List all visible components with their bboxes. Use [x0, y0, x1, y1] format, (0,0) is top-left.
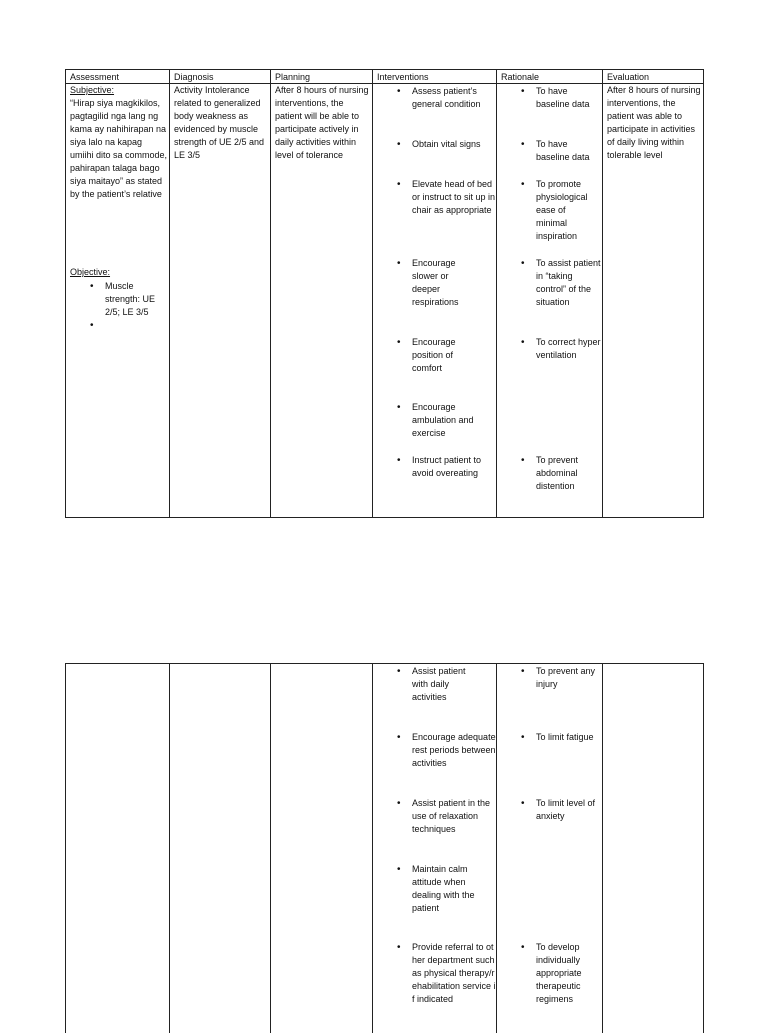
header-interventions: Interventions: [377, 72, 429, 82]
assessment-cell: [70, 84, 168, 201]
rationale-item: • To prevent any injury: [519, 665, 601, 691]
rationale-item: • To develop individually appropriate therapeutic regimens: [519, 941, 601, 1006]
rationale-item: • To have baseline data: [519, 138, 601, 164]
column-divider: [270, 70, 271, 517]
rationale-item: • To assist patient in “taking control” of the situation: [519, 257, 601, 309]
intervention-item: • Assess patient’s general condition: [395, 85, 496, 111]
intervention-item: • Encourage slower or deeper respirations: [395, 257, 475, 309]
column-divider: [169, 70, 170, 517]
intervention-item: • Encourage adequate rest periods between activities: [395, 731, 496, 770]
column-divider: [169, 664, 170, 1033]
objective-label: Objective:: [70, 267, 111, 277]
header-rationale: Rationale: [501, 72, 540, 82]
intervention-item: • Obtain vital signs: [395, 138, 496, 151]
diagnosis-cell: Activity Intolerance related to generalized body weakness as evidenced by muscle strength of UE 2/5 and LE 3/5: [174, 85, 265, 160]
rationale-item: • To limit fatigue: [519, 731, 601, 744]
subjective-label: Subjective:: [70, 85, 115, 95]
header-evaluation: Evaluation: [607, 72, 650, 82]
planning-cell: After 8 hours of nursing interventions, the patient will be able to participate actively in daily activities within level of tolerance: [275, 85, 369, 160]
column-divider: [270, 664, 271, 1033]
intervention-item: • Provide referral to other department such as physical therapy/rehabilitation service if indicated: [395, 941, 496, 1006]
column-divider: [372, 70, 373, 517]
intervention-item: • Encourage position of comfort: [395, 336, 470, 375]
column-divider: [496, 70, 497, 517]
intervention-item: • Elevate head of bed or instruct to sit up in chair as appropriate: [395, 178, 496, 217]
intervention-item: • Assist patient with daily activities: [395, 665, 475, 704]
column-divider: [602, 70, 603, 517]
column-divider: [602, 664, 603, 1033]
column-divider: [372, 664, 373, 1033]
care-plan-table-continued: [65, 663, 704, 1033]
evaluation-cell: After 8 hours of nursing interventions, the patient was able to participate in activities of daily living within tolerable level: [607, 85, 701, 160]
intervention-item: • Assist patient in the use of relaxation techniques: [395, 797, 496, 836]
objective-item: • Muscle strength: UE 2/5; LE 3/5: [88, 280, 168, 319]
subjective-text: “Hirap siya magkikilos, pagtagilid nga lang ng kama ay nahihirapan na siya lalo na kapag umiihi dito sa commode, pahirapan talaga bago siya maitayo” as stated by the patient’s relative: [70, 98, 168, 199]
care-plan-table: [65, 69, 704, 518]
column-divider: [496, 664, 497, 1033]
header-planning: Planning: [275, 72, 311, 82]
header-diagnosis: Diagnosis: [174, 72, 214, 82]
header-assessment: Assessment: [70, 72, 120, 82]
intervention-item: • Maintain calm attitude when dealing with the patient: [395, 863, 496, 915]
rationale-item: • To limit level of anxiety: [519, 797, 601, 823]
rationale-item: • To prevent abdominal distention: [519, 454, 601, 493]
rationale-item: • To have baseline data: [519, 85, 601, 111]
intervention-item: • Instruct patient to avoid overeating: [395, 454, 496, 480]
intervention-item: • Encourage ambulation and exercise: [395, 401, 485, 440]
rationale-item: • To correct hyperventilation: [519, 336, 601, 362]
rationale-item: • To promote physiological ease of minimal inspiration: [519, 178, 593, 243]
